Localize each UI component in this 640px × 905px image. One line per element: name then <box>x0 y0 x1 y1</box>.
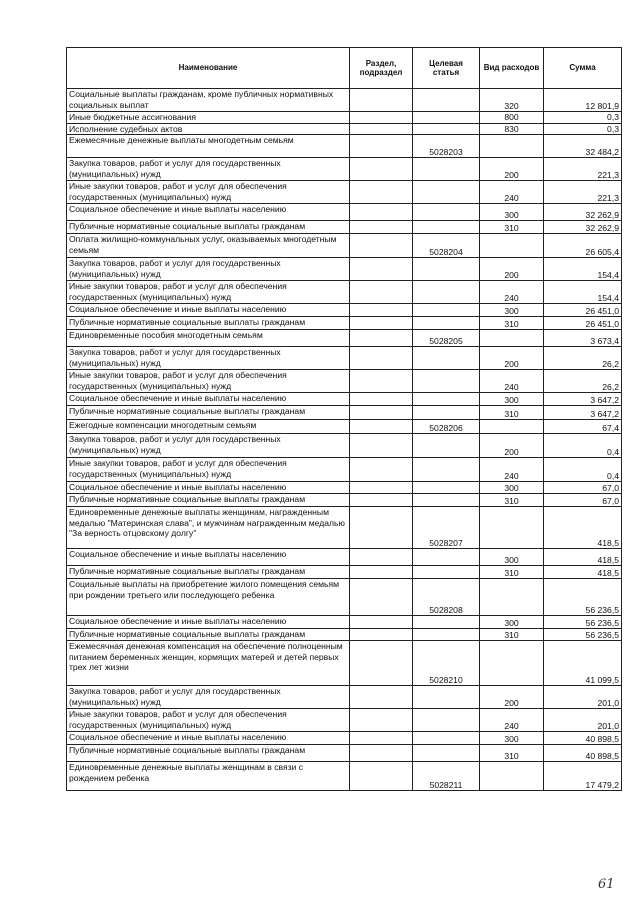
row-name: Публичные нормативные социальные выплаты гражданам <box>67 494 350 507</box>
row-target <box>413 434 480 458</box>
row-kind <box>480 762 544 791</box>
row-section <box>350 745 413 762</box>
header-target: Целевая статья <box>413 48 480 89</box>
row-name: Социальное обеспечение и иные выплаты населению <box>67 549 350 566</box>
row-name: Ежемесячная денежная компенсация на обеспечение полноценным питанием беременных женщин, кормящих матерей и детей первых трех лет жизни <box>67 641 350 686</box>
table-row <box>67 629 622 641</box>
row-target <box>413 482 480 494</box>
table-row <box>67 158 622 181</box>
row-target <box>413 158 480 181</box>
row-section <box>350 258 413 281</box>
table-row <box>67 616 622 629</box>
row-target <box>413 204 480 221</box>
row-name: Публичные нормативные социальные выплаты гражданам <box>67 317 350 330</box>
row-section <box>350 732 413 745</box>
row-kind <box>480 507 544 549</box>
row-kind <box>480 330 544 347</box>
row-kind: 240 <box>480 181 544 204</box>
row-name: Ежегодные компенсации многодетным семьям <box>67 420 350 434</box>
row-sum: 40 898,5 <box>544 745 622 762</box>
row-kind: 300 <box>480 304 544 317</box>
row-kind: 200 <box>480 158 544 181</box>
row-target <box>413 549 480 566</box>
header-name: Наименование <box>67 48 350 89</box>
row-name: Иные закупки товаров, работ и услуг для обеспечения государственных (муниципальных) нужд <box>67 709 350 732</box>
row-sum: 67,0 <box>544 482 622 494</box>
row-name: Закупка товаров, работ и услуг для государственных (муниципальных) нужд <box>67 686 350 709</box>
row-sum: 3 647,2 <box>544 393 622 406</box>
row-section <box>350 482 413 494</box>
row-section <box>350 221 413 234</box>
row-kind: 320 <box>480 89 544 112</box>
table-row <box>67 330 622 347</box>
table-row <box>67 347 622 370</box>
row-kind: 200 <box>480 686 544 709</box>
row-target <box>413 123 480 135</box>
row-sum: 3 673,4 <box>544 330 622 347</box>
row-sum: 32 262,9 <box>544 204 622 221</box>
row-target <box>413 112 480 124</box>
row-section <box>350 281 413 304</box>
row-section <box>350 686 413 709</box>
row-target <box>413 347 480 370</box>
row-target <box>413 181 480 204</box>
row-kind: 310 <box>480 221 544 234</box>
row-target <box>413 732 480 745</box>
table-row <box>67 123 622 135</box>
row-target <box>413 221 480 234</box>
row-section <box>350 709 413 732</box>
table-row <box>67 745 622 762</box>
row-name: Социальные выплаты гражданам, кроме публичных нормативных социальных выплат <box>67 89 350 112</box>
budget-table <box>66 47 622 791</box>
row-name: Публичные нормативные социальные выплаты гражданам <box>67 221 350 234</box>
row-kind: 310 <box>480 494 544 507</box>
row-target: 5028207 <box>413 507 480 549</box>
row-name: Единовременные денежные выплаты женщинам в связи с рождением ребенка <box>67 762 350 791</box>
table-row <box>67 420 622 434</box>
row-section <box>350 458 413 482</box>
row-name: Социальное обеспечение и иные выплаты населению <box>67 732 350 745</box>
row-section <box>350 762 413 791</box>
row-sum: 201,0 <box>544 709 622 732</box>
row-target: 5028210 <box>413 641 480 686</box>
row-section <box>350 158 413 181</box>
row-target <box>413 686 480 709</box>
table-row <box>67 549 622 566</box>
row-target: 5028205 <box>413 330 480 347</box>
row-section <box>350 317 413 330</box>
row-kind: 300 <box>480 482 544 494</box>
row-section <box>350 579 413 616</box>
row-sum: 26 451,0 <box>544 317 622 330</box>
row-kind: 200 <box>480 258 544 281</box>
row-target: 5028206 <box>413 420 480 434</box>
page-number-mark: 61 <box>598 877 615 892</box>
table-row <box>67 709 622 732</box>
table-row <box>67 762 622 791</box>
row-kind: 310 <box>480 629 544 641</box>
table-row <box>67 507 622 549</box>
row-name: Оплата жилищно-коммунальных услуг, оказываемых многодетным семьям <box>67 234 350 258</box>
row-section <box>350 234 413 258</box>
row-name: Социальное обеспечение и иные выплаты населению <box>67 204 350 221</box>
row-section <box>350 393 413 406</box>
row-name: Социальное обеспечение и иные выплаты населению <box>67 304 350 317</box>
row-sum: 154,4 <box>544 258 622 281</box>
table-row <box>67 317 622 330</box>
row-name: Социальное обеспечение и иные выплаты населению <box>67 482 350 494</box>
row-sum: 26 605,4 <box>544 234 622 258</box>
row-target <box>413 258 480 281</box>
row-target <box>413 494 480 507</box>
row-name: Публичные нормативные социальные выплаты гражданам <box>67 406 350 420</box>
row-sum: 32 262,9 <box>544 221 622 234</box>
row-section <box>350 434 413 458</box>
row-target: 5028211 <box>413 762 480 791</box>
row-name: Иные закупки товаров, работ и услуг для обеспечения государственных (муниципальных) нужд <box>67 458 350 482</box>
table-row <box>67 135 622 158</box>
row-kind <box>480 234 544 258</box>
table-header-row <box>67 48 622 89</box>
row-kind: 300 <box>480 732 544 745</box>
row-sum: 56 236,5 <box>544 629 622 641</box>
row-section <box>350 347 413 370</box>
table-row <box>67 234 622 258</box>
row-section <box>350 494 413 507</box>
table-row <box>67 579 622 616</box>
row-sum: 67,4 <box>544 420 622 434</box>
row-section <box>350 549 413 566</box>
table-row <box>67 458 622 482</box>
row-name: Исполнение судебных актов <box>67 123 350 135</box>
table-row <box>67 566 622 579</box>
row-kind: 830 <box>480 123 544 135</box>
table-row <box>67 258 622 281</box>
row-sum: 154,4 <box>544 281 622 304</box>
row-kind <box>480 641 544 686</box>
row-target <box>413 89 480 112</box>
table-body <box>67 89 622 791</box>
row-name: Иные закупки товаров, работ и услуг для обеспечения государственных (муниципальных) нужд <box>67 370 350 393</box>
row-kind: 200 <box>480 347 544 370</box>
row-target <box>413 566 480 579</box>
table-row <box>67 112 622 124</box>
row-name: Закупка товаров, работ и услуг для государственных (муниципальных) нужд <box>67 434 350 458</box>
row-section <box>350 420 413 434</box>
row-section <box>350 123 413 135</box>
row-sum: 26,2 <box>544 347 622 370</box>
table-row <box>67 482 622 494</box>
row-kind: 300 <box>480 204 544 221</box>
row-section <box>350 135 413 158</box>
row-kind <box>480 420 544 434</box>
row-section <box>350 629 413 641</box>
row-sum: 418,5 <box>544 549 622 566</box>
row-name: Единовременные денежные выплаты женщинам, награжденным медалью "Материнская слава", и мужчинам награжденным медалью "За верность отцовскому долгу" <box>67 507 350 549</box>
table-row <box>67 181 622 204</box>
row-name: Иные бюджетные ассигнования <box>67 112 350 124</box>
row-kind: 310 <box>480 745 544 762</box>
row-name: Единовременные пособия многодетным семьям <box>67 330 350 347</box>
table-row <box>67 686 622 709</box>
row-sum: 40 898,5 <box>544 732 622 745</box>
row-section <box>350 566 413 579</box>
table-row <box>67 370 622 393</box>
table-row <box>67 641 622 686</box>
row-name: Закупка товаров, работ и услуг для государственных (муниципальных) нужд <box>67 258 350 281</box>
row-sum: 17 479,2 <box>544 762 622 791</box>
row-section <box>350 330 413 347</box>
row-target <box>413 393 480 406</box>
row-name: Публичные нормативные социальные выплаты гражданам <box>67 629 350 641</box>
row-kind: 240 <box>480 458 544 482</box>
row-name: Закупка товаров, работ и услуг для государственных (муниципальных) нужд <box>67 347 350 370</box>
row-name: Иные закупки товаров, работ и услуг для обеспечения государственных (муниципальных) нужд <box>67 181 350 204</box>
row-target <box>413 629 480 641</box>
row-sum: 0,3 <box>544 112 622 124</box>
row-sum: 12 801,9 <box>544 89 622 112</box>
table-row <box>67 393 622 406</box>
header-kind: Вид расходов <box>480 48 544 89</box>
row-sum: 56 236,5 <box>544 616 622 629</box>
row-section <box>350 406 413 420</box>
row-section <box>350 181 413 204</box>
row-kind: 200 <box>480 434 544 458</box>
row-kind: 240 <box>480 370 544 393</box>
row-sum: 418,5 <box>544 507 622 549</box>
row-kind: 310 <box>480 406 544 420</box>
row-sum: 201,0 <box>544 686 622 709</box>
table-row <box>67 304 622 317</box>
row-target <box>413 745 480 762</box>
row-section <box>350 204 413 221</box>
row-section <box>350 641 413 686</box>
row-section <box>350 89 413 112</box>
row-name: Иные закупки товаров, работ и услуг для обеспечения государственных (муниципальных) нужд <box>67 281 350 304</box>
row-section <box>350 616 413 629</box>
table-row <box>67 204 622 221</box>
row-name: Социальное обеспечение и иные выплаты населению <box>67 616 350 629</box>
row-kind <box>480 135 544 158</box>
row-name: Публичные нормативные социальные выплаты гражданам <box>67 566 350 579</box>
row-sum: 0,3 <box>544 123 622 135</box>
table-row <box>67 434 622 458</box>
row-kind: 310 <box>480 317 544 330</box>
row-target: 5028208 <box>413 579 480 616</box>
row-section <box>350 507 413 549</box>
row-target <box>413 458 480 482</box>
row-target <box>413 304 480 317</box>
row-kind: 240 <box>480 709 544 732</box>
row-kind: 800 <box>480 112 544 124</box>
row-section <box>350 370 413 393</box>
row-sum: 0,4 <box>544 458 622 482</box>
row-target <box>413 709 480 732</box>
row-kind <box>480 579 544 616</box>
row-sum: 67,0 <box>544 494 622 507</box>
row-sum: 221,3 <box>544 158 622 181</box>
row-sum: 3 647,2 <box>544 406 622 420</box>
row-section <box>350 304 413 317</box>
row-sum: 26 451,0 <box>544 304 622 317</box>
row-name: Закупка товаров, работ и услуг для государственных (муниципальных) нужд <box>67 158 350 181</box>
table-row <box>67 89 622 112</box>
row-kind: 300 <box>480 549 544 566</box>
row-target: 5028204 <box>413 234 480 258</box>
row-kind: 300 <box>480 616 544 629</box>
table-row <box>67 406 622 420</box>
row-name: Публичные нормативные социальные выплаты гражданам <box>67 745 350 762</box>
row-kind: 240 <box>480 281 544 304</box>
row-target <box>413 616 480 629</box>
row-kind: 300 <box>480 393 544 406</box>
row-sum: 418,5 <box>544 566 622 579</box>
row-target <box>413 281 480 304</box>
table-row <box>67 732 622 745</box>
table-row <box>67 494 622 507</box>
table-row <box>67 281 622 304</box>
header-sum: Сумма <box>544 48 622 89</box>
header-section: Раздел, подраздел <box>350 48 413 89</box>
table-row <box>67 221 622 234</box>
row-sum: 26,2 <box>544 370 622 393</box>
row-target <box>413 317 480 330</box>
row-kind: 310 <box>480 566 544 579</box>
row-sum: 221,3 <box>544 181 622 204</box>
row-name: Социальное обеспечение и иные выплаты населению <box>67 393 350 406</box>
row-target <box>413 370 480 393</box>
row-sum: 0,4 <box>544 434 622 458</box>
row-sum: 41 099,5 <box>544 641 622 686</box>
row-name: Ежемесячные денежные выплаты многодетным семьям <box>67 135 350 158</box>
row-target: 5028203 <box>413 135 480 158</box>
row-name: Социальные выплаты на приобретение жилого помещения семьям при рождении третьего или последующего ребенка <box>67 579 350 616</box>
row-sum: 32 484,2 <box>544 135 622 158</box>
row-target <box>413 406 480 420</box>
row-section <box>350 112 413 124</box>
row-sum: 56 236,5 <box>544 579 622 616</box>
